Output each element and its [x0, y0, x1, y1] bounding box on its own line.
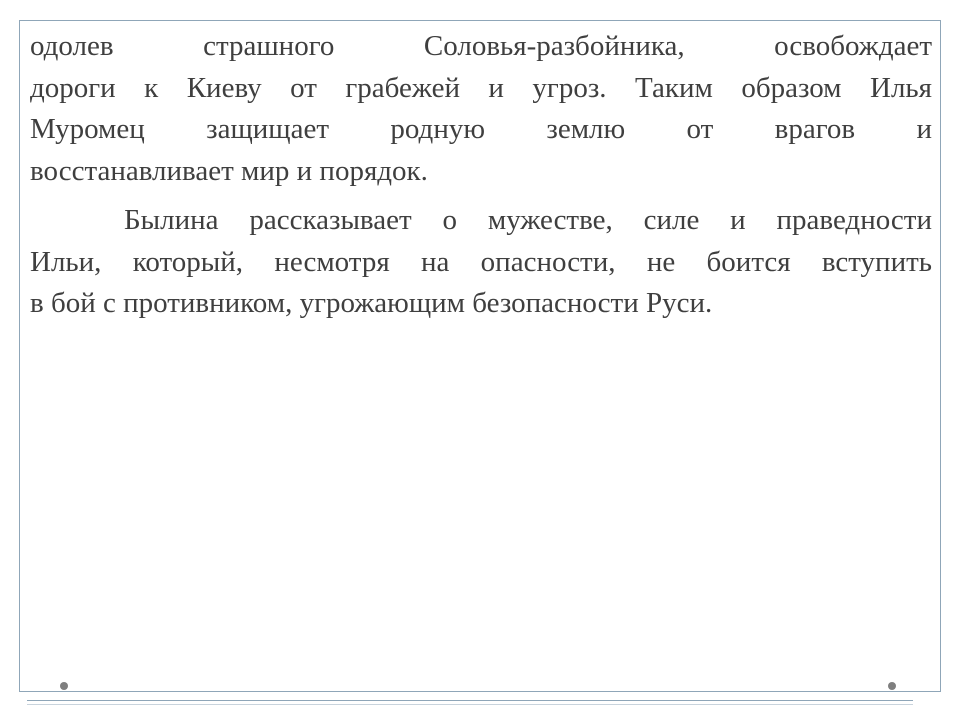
bottom-rule-secondary [27, 704, 913, 705]
paragraph-1 [30, 26, 932, 192]
paragraph-1-line-3: Муромец защищает родную землю от врагов и [30, 113, 932, 145]
bottom-rule [27, 700, 913, 701]
paragraph-2-line-1: Былина рассказывает о мужестве, силе и праведности [124, 204, 932, 236]
paragraph-1-line-4: восстанавливает мир и порядок. [30, 154, 428, 187]
paragraph-2 [30, 200, 932, 325]
paragraph-2-line-3: в бой с противником, угрожающим безопасности Руси. [30, 287, 713, 319]
text-body [30, 26, 932, 325]
paragraph-1-line-2: дороги к Киеву от грабежей и угроз. Таким образом Илья [30, 71, 932, 104]
paragraph-1-line-1: одолев страшного Соловья-разбойника, освобождает [30, 30, 932, 62]
left-corner-dot [60, 682, 68, 690]
right-corner-dot [888, 682, 896, 690]
paragraph-2-line-2: Ильи, который, несмотря на опасности, не боится вступить [30, 245, 932, 278]
